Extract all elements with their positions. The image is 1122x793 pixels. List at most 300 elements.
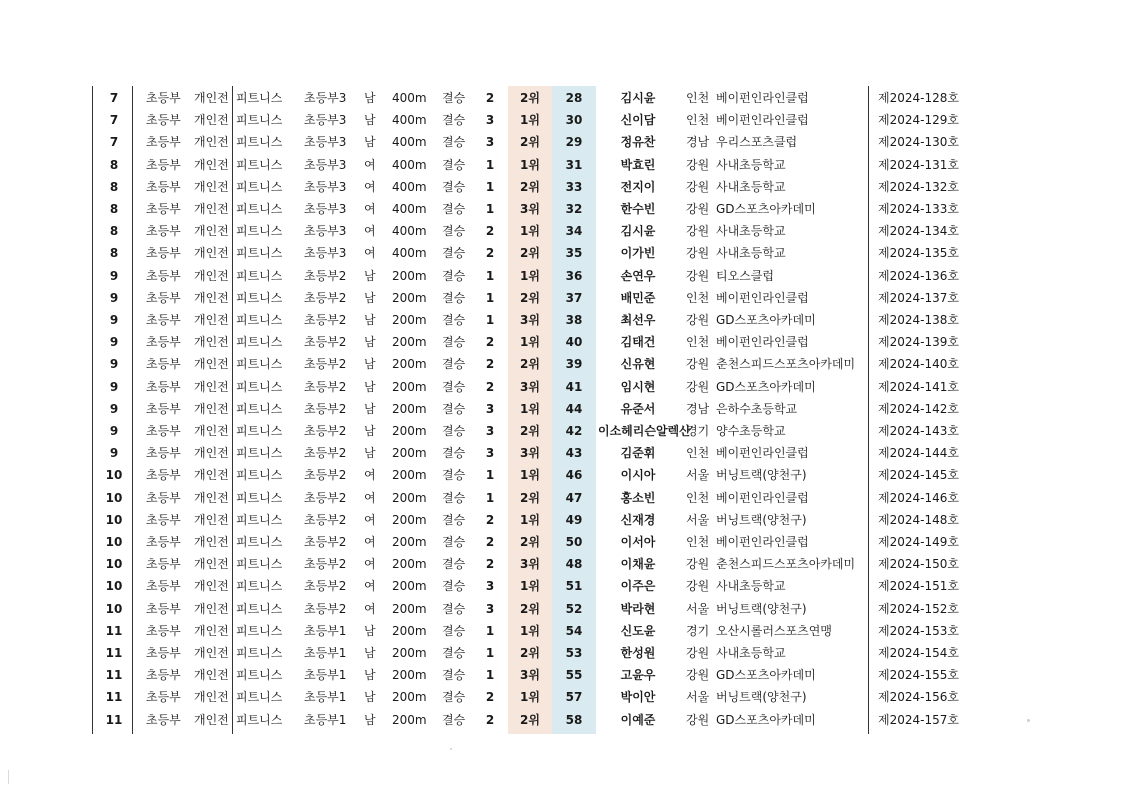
discipline-cell: 피트니스 [236,690,283,705]
scan-speck [1027,719,1030,722]
round-cell: 결승 [442,446,466,461]
club-cell: 춘천스피드스포츠아카데미 [716,557,856,572]
age-group-cell: 초등부3 [304,113,347,128]
athlete-name-cell: 유준서 [620,401,656,416]
distance-cell: 200m [392,646,427,660]
division-cell: 초등부 [146,446,181,461]
table-row [0,487,1122,509]
event-number-cell: 8 [109,224,119,239]
division-cell: 초등부 [146,646,181,660]
division-cell: 초등부 [146,668,181,683]
athlete-name-cell: 신재경 [620,512,656,527]
discipline-cell: 피트니스 [236,268,283,283]
event-number-cell: 11 [105,712,123,727]
bib-number-cell: 58 [565,712,583,727]
athlete-name-cell: 홍소빈 [620,490,656,505]
gender-cell: 여 [364,535,376,549]
club-cell: 오산시롤러스포츠연맹 [716,623,832,638]
club-cell: 사내초등학교 [716,179,786,194]
region-cell: 인천 [686,535,710,549]
region-cell: 인천 [686,446,710,461]
club-cell: 베이펀인라인클럽 [716,446,809,461]
heat-cell: 2 [485,690,495,705]
entry-type-cell: 개인전 [194,712,229,727]
entry-type-cell: 개인전 [194,290,229,305]
heat-cell: 1 [485,468,495,483]
distance-cell: 400m [392,113,427,128]
entry-type-cell: 개인전 [194,623,229,638]
certificate-number-cell: 제2024-132호 [878,179,959,194]
region-cell: 경남 [686,135,710,150]
entry-type-cell: 개인전 [194,313,229,327]
discipline-cell: 피트니스 [236,179,283,194]
table-row [0,664,1122,686]
discipline-cell: 피트니스 [236,535,283,549]
age-group-cell: 초등부2 [304,313,347,327]
bib-number-cell: 31 [565,157,583,172]
distance-cell: 200m [392,290,427,305]
bib-number-cell: 50 [565,535,583,549]
bib-number-cell: 52 [565,601,583,616]
rank-cell: 1위 [520,623,540,638]
club-cell: 사내초등학교 [716,579,786,594]
gender-cell: 남 [364,623,376,638]
entry-type-cell: 개인전 [194,379,229,394]
table-row [0,331,1122,353]
distance-cell: 200m [392,446,427,461]
discipline-cell: 피트니스 [236,113,283,128]
heat-cell: 1 [485,313,495,327]
rank-cell: 2위 [520,424,540,438]
age-group-cell: 초등부2 [304,268,347,283]
table-row [0,553,1122,575]
heat-cell: 1 [485,157,495,172]
age-group-cell: 초등부1 [304,623,347,638]
club-cell: 양수초등학교 [716,424,786,438]
entry-type-cell: 개인전 [194,535,229,549]
round-cell: 결승 [442,690,466,705]
round-cell: 결승 [442,91,466,105]
round-cell: 결승 [442,468,466,483]
heat-cell: 1 [485,202,495,216]
heat-cell: 2 [485,535,495,549]
event-number-cell: 9 [109,335,119,350]
event-number-cell: 10 [105,468,123,483]
entry-type-cell: 개인전 [194,179,229,194]
certificate-number-cell: 제2024-141호 [878,379,959,394]
table-row [0,398,1122,420]
rank-cell: 1위 [520,224,540,239]
age-group-cell: 초등부3 [304,135,347,150]
discipline-cell: 피트니스 [236,601,283,616]
club-cell: 버닝트랙(양천구) [716,512,807,527]
certificate-number-cell: 제2024-150호 [878,557,959,572]
region-cell: 강원 [686,557,710,572]
age-group-cell: 초등부2 [304,601,347,616]
round-cell: 결승 [442,246,466,261]
division-cell: 초등부 [146,512,181,527]
discipline-cell: 피트니스 [236,401,283,416]
distance-cell: 200m [392,379,427,394]
certificate-number-cell: 제2024-137호 [878,290,959,305]
certificate-number-cell: 제2024-142호 [878,401,959,416]
rank-cell: 1위 [520,335,540,350]
gender-cell: 여 [364,468,376,483]
bib-number-cell: 33 [565,179,583,194]
region-cell: 서울 [686,690,710,705]
region-cell: 강원 [686,646,710,660]
discipline-cell: 피트니스 [236,490,283,505]
heat-cell: 3 [485,424,495,438]
gender-cell: 남 [364,290,376,305]
rank-cell: 2위 [520,91,540,105]
division-cell: 초등부 [146,335,181,350]
certificate-number-cell: 제2024-145호 [878,468,959,483]
rank-cell: 3위 [520,202,540,216]
certificate-number-cell: 제2024-149호 [878,535,959,549]
athlete-name-cell: 박이안 [620,690,656,705]
bib-number-cell: 53 [565,646,583,660]
rank-cell: 3위 [520,379,540,394]
distance-cell: 200m [392,668,427,683]
region-cell: 강원 [686,379,710,394]
athlete-name-cell: 김준휘 [620,446,656,461]
event-number-cell: 9 [109,424,119,438]
athlete-name-cell: 이채윤 [620,557,656,572]
discipline-cell: 피트니스 [236,712,283,727]
club-cell: 은하수초등학교 [716,401,798,416]
entry-type-cell: 개인전 [194,202,229,216]
event-number-cell: 9 [109,268,119,283]
club-cell: GD스포츠아카데미 [716,313,816,327]
entry-type-cell: 개인전 [194,557,229,572]
distance-cell: 200m [392,357,427,372]
bib-number-cell: 38 [565,313,583,327]
discipline-cell: 피트니스 [236,91,283,105]
region-cell: 인천 [686,335,710,350]
athlete-name-cell: 임시현 [620,379,656,394]
division-cell: 초등부 [146,579,181,594]
discipline-cell: 피트니스 [236,424,283,438]
bib-number-cell: 30 [565,113,583,128]
club-cell: 버닝트랙(양천구) [716,468,807,483]
round-cell: 결승 [442,224,466,239]
age-group-cell: 초등부1 [304,690,347,705]
region-cell: 서울 [686,601,710,616]
discipline-cell: 피트니스 [236,290,283,305]
event-number-cell: 11 [105,668,123,683]
bib-number-cell: 37 [565,290,583,305]
division-cell: 초등부 [146,224,181,239]
round-cell: 결승 [442,202,466,216]
event-number-cell: 10 [105,557,123,572]
club-cell: 사내초등학교 [716,224,786,239]
event-number-cell: 10 [105,512,123,527]
discipline-cell: 피트니스 [236,446,283,461]
table-row [0,642,1122,664]
table-row [0,287,1122,309]
division-cell: 초등부 [146,690,181,705]
athlete-name-cell: 신이담 [620,113,656,128]
rank-cell: 3위 [520,557,540,572]
table-row [0,686,1122,708]
athlete-name-cell: 이소헤리슨알렉산 [598,424,691,438]
gender-cell: 여 [364,246,376,261]
event-number-cell: 10 [105,490,123,505]
club-cell: 베이펀인라인클럽 [716,113,809,128]
gender-cell: 남 [364,446,376,461]
heat-cell: 1 [485,268,495,283]
region-cell: 강원 [686,202,710,216]
bib-number-cell: 29 [565,135,583,150]
athlete-name-cell: 신유현 [620,357,656,372]
certificate-number-cell: 제2024-154호 [878,646,959,660]
athlete-name-cell: 이주은 [620,579,656,594]
certificate-number-cell: 제2024-156호 [878,690,959,705]
entry-type-cell: 개인전 [194,246,229,261]
bib-number-cell: 49 [565,512,583,527]
gender-cell: 여 [364,512,376,527]
division-cell: 초등부 [146,535,181,549]
club-cell: GD스포츠아카데미 [716,712,816,727]
bib-number-cell: 46 [565,468,583,483]
age-group-cell: 초등부1 [304,712,347,727]
round-cell: 결승 [442,668,466,683]
rank-cell: 3위 [520,446,540,461]
rank-cell: 2위 [520,712,540,727]
certificate-number-cell: 제2024-130호 [878,135,959,150]
rank-cell: 1위 [520,512,540,527]
gender-cell: 남 [364,424,376,438]
bib-number-cell: 32 [565,202,583,216]
region-cell: 인천 [686,290,710,305]
event-number-cell: 9 [109,446,119,461]
athlete-name-cell: 신도윤 [620,623,656,638]
event-number-cell: 9 [109,401,119,416]
round-cell: 결승 [442,424,466,438]
athlete-name-cell: 박라현 [620,601,656,616]
round-cell: 결승 [442,313,466,327]
event-number-cell: 7 [109,91,119,105]
table-row [0,131,1122,153]
division-cell: 초등부 [146,268,181,283]
division-cell: 초등부 [146,424,181,438]
athlete-name-cell: 이시아 [620,468,656,483]
event-number-cell: 7 [109,113,119,128]
scan-speck [450,748,452,750]
bib-number-cell: 44 [565,401,583,416]
rank-cell: 2위 [520,135,540,150]
distance-cell: 200m [392,490,427,505]
athlete-name-cell: 이서아 [620,535,656,549]
gender-cell: 여 [364,557,376,572]
division-cell: 초등부 [146,401,181,416]
athlete-name-cell: 김시윤 [620,91,656,105]
round-cell: 결승 [442,490,466,505]
region-cell: 경남 [686,401,710,416]
athlete-name-cell: 최선우 [620,313,656,327]
entry-type-cell: 개인전 [194,512,229,527]
discipline-cell: 피트니스 [236,623,283,638]
rank-cell: 1위 [520,157,540,172]
age-group-cell: 초등부2 [304,557,347,572]
age-group-cell: 초등부3 [304,91,347,105]
table-row [0,176,1122,198]
club-cell: 버닝트랙(양천구) [716,601,807,616]
age-group-cell: 초등부2 [304,401,347,416]
club-cell: 사내초등학교 [716,157,786,172]
rank-cell: 3위 [520,668,540,683]
club-cell: 베이펀인라인클럽 [716,490,809,505]
distance-cell: 200m [392,512,427,527]
event-number-cell: 11 [105,623,123,638]
age-group-cell: 초등부3 [304,246,347,261]
table-row [0,575,1122,597]
heat-cell: 3 [485,113,495,128]
gender-cell: 남 [364,335,376,350]
event-number-cell: 10 [105,535,123,549]
bib-number-cell: 40 [565,335,583,350]
round-cell: 결승 [442,535,466,549]
table-row [0,531,1122,553]
region-cell: 인천 [686,91,710,105]
region-cell: 강원 [686,224,710,239]
event-number-cell: 10 [105,579,123,594]
round-cell: 결승 [442,401,466,416]
age-group-cell: 초등부2 [304,579,347,594]
table-row [0,309,1122,331]
gender-cell: 남 [364,357,376,372]
rank-cell: 1위 [520,690,540,705]
bib-number-cell: 39 [565,357,583,372]
certificate-number-cell: 제2024-133호 [878,202,959,216]
discipline-cell: 피트니스 [236,579,283,594]
table-row [0,109,1122,131]
scan-edge-mark [8,770,9,784]
entry-type-cell: 개인전 [194,601,229,616]
heat-cell: 2 [485,512,495,527]
rank-cell: 2위 [520,290,540,305]
athlete-name-cell: 고윤우 [620,668,656,683]
rank-cell: 1위 [520,268,540,283]
distance-cell: 200m [392,468,427,483]
distance-cell: 200m [392,335,427,350]
heat-cell: 1 [485,646,495,660]
heat-cell: 1 [485,668,495,683]
discipline-cell: 피트니스 [236,313,283,327]
event-number-cell: 8 [109,246,119,261]
age-group-cell: 초등부2 [304,490,347,505]
table-row [0,598,1122,620]
region-cell: 강원 [686,357,710,372]
heat-cell: 2 [485,712,495,727]
age-group-cell: 초등부2 [304,446,347,461]
gender-cell: 남 [364,379,376,394]
gender-cell: 남 [364,91,376,105]
table-row [0,265,1122,287]
distance-cell: 200m [392,268,427,283]
event-number-cell: 8 [109,157,119,172]
discipline-cell: 피트니스 [236,202,283,216]
event-number-cell: 7 [109,135,119,150]
event-number-cell: 9 [109,290,119,305]
region-cell: 서울 [686,512,710,527]
division-cell: 초등부 [146,246,181,261]
region-cell: 강원 [686,579,710,594]
athlete-name-cell: 한성원 [620,646,656,660]
age-group-cell: 초등부1 [304,646,347,660]
heat-cell: 3 [485,446,495,461]
region-cell: 인천 [686,113,710,128]
club-cell: 사내초등학교 [716,646,786,660]
round-cell: 결승 [442,379,466,394]
round-cell: 결승 [442,623,466,638]
gender-cell: 남 [364,668,376,683]
distance-cell: 400m [392,91,427,105]
entry-type-cell: 개인전 [194,424,229,438]
heat-cell: 2 [485,335,495,350]
heat-cell: 3 [485,601,495,616]
discipline-cell: 피트니스 [236,157,283,172]
age-group-cell: 초등부2 [304,290,347,305]
division-cell: 초등부 [146,91,181,105]
rank-cell: 2위 [520,179,540,194]
club-cell: GD스포츠아카데미 [716,668,816,683]
round-cell: 결승 [442,601,466,616]
age-group-cell: 초등부2 [304,468,347,483]
table-row [0,420,1122,442]
rank-cell: 1위 [520,579,540,594]
rank-cell: 1위 [520,401,540,416]
region-cell: 강원 [686,712,710,727]
certificate-number-cell: 제2024-139호 [878,335,959,350]
rank-cell: 2위 [520,535,540,549]
event-number-cell: 8 [109,202,119,216]
heat-cell: 3 [485,401,495,416]
distance-cell: 200m [392,424,427,438]
bib-number-cell: 42 [565,424,583,438]
certificate-number-cell: 제2024-131호 [878,157,959,172]
entry-type-cell: 개인전 [194,668,229,683]
discipline-cell: 피트니스 [236,668,283,683]
table-row [0,220,1122,242]
rank-cell: 2위 [520,357,540,372]
heat-cell: 1 [485,290,495,305]
gender-cell: 남 [364,401,376,416]
heat-cell: 2 [485,246,495,261]
table-row [0,87,1122,109]
heat-cell: 3 [485,579,495,594]
discipline-cell: 피트니스 [236,246,283,261]
certificate-number-cell: 제2024-134호 [878,224,959,239]
heat-cell: 2 [485,357,495,372]
gender-cell: 여 [364,224,376,239]
entry-type-cell: 개인전 [194,91,229,105]
bib-number-cell: 43 [565,446,583,461]
athlete-name-cell: 김태건 [620,335,656,350]
athlete-name-cell: 손연우 [620,268,656,283]
rank-cell: 2위 [520,646,540,660]
round-cell: 결승 [442,579,466,594]
entry-type-cell: 개인전 [194,401,229,416]
entry-type-cell: 개인전 [194,157,229,172]
club-cell: 베이펀인라인클럽 [716,290,809,305]
discipline-cell: 피트니스 [236,512,283,527]
distance-cell: 200m [392,557,427,572]
event-number-cell: 11 [105,646,123,660]
table-row [0,442,1122,464]
division-cell: 초등부 [146,290,181,305]
